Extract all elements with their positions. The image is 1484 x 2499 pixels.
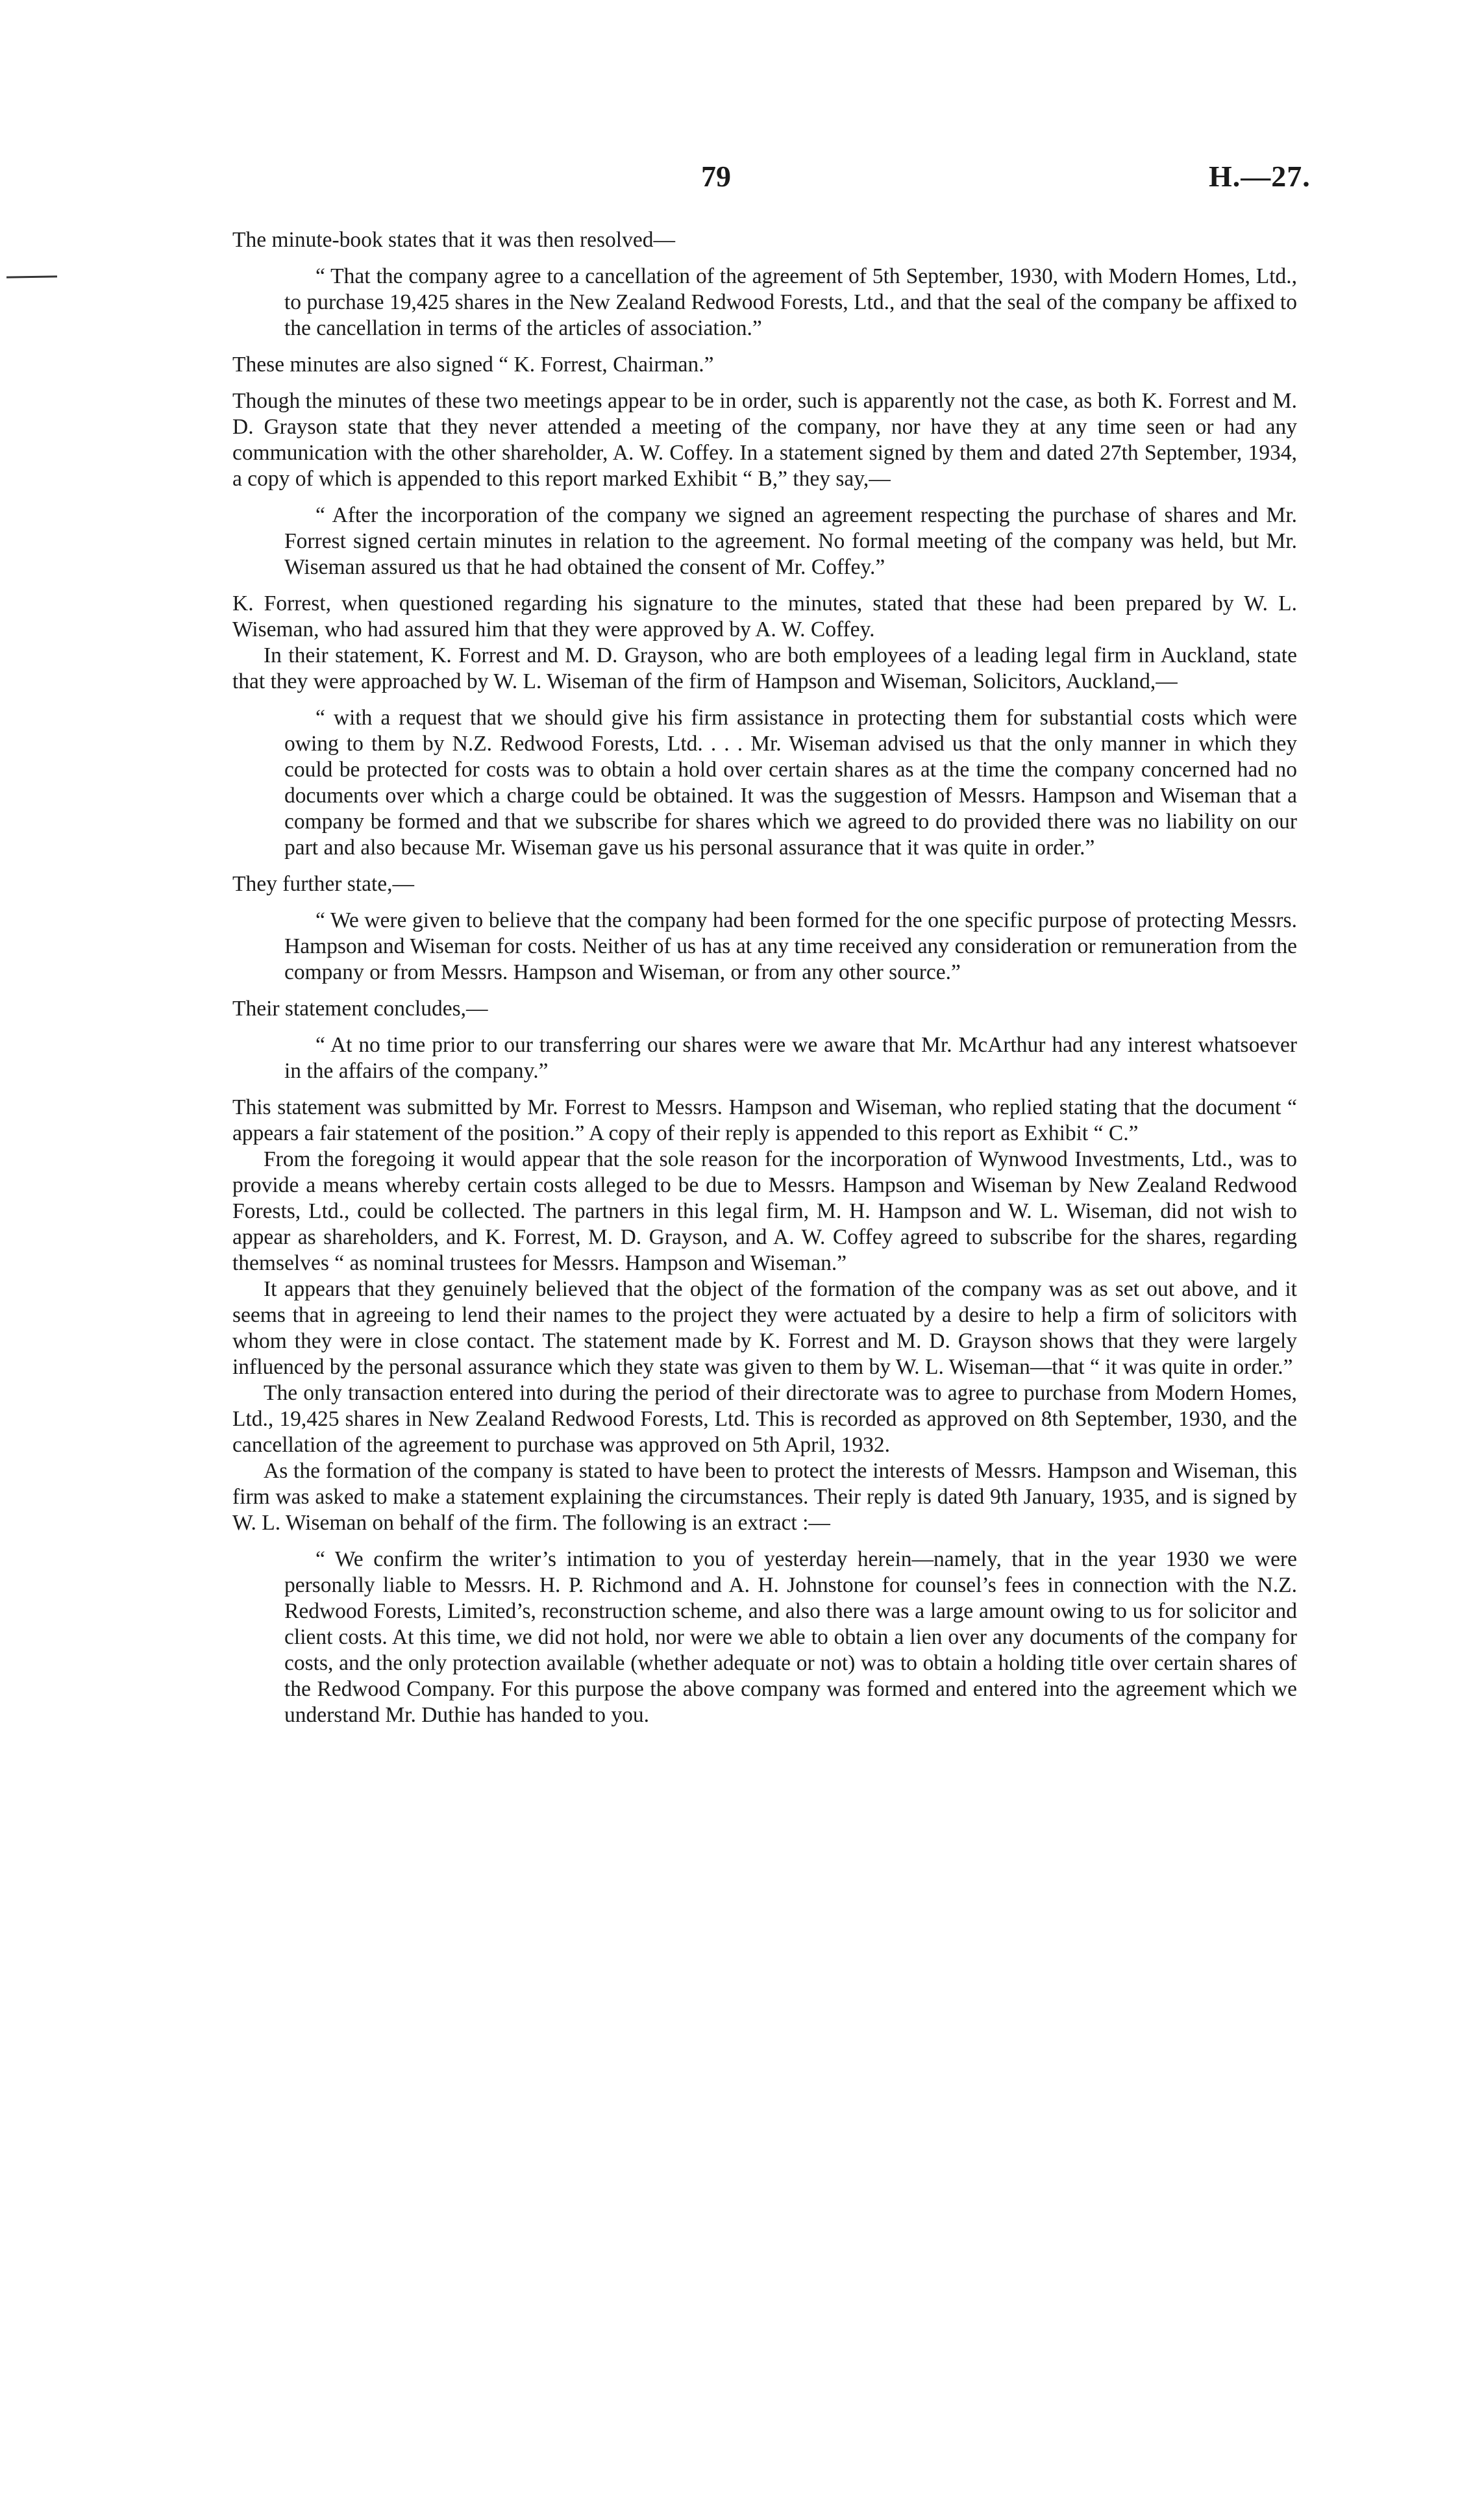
page-header [0, 159, 1484, 205]
report-code: H.—27. [1209, 160, 1311, 193]
quote-paragraph: “ We confirm the writer’s intimation to you of yesterday herein—namely, that in the year 1930 we were personally liable to Messrs. H. P. Richmond and A. H. Johnstone for counsel’s fees in connection with the N.Z. Redwood Forests, Limited’s, reconstruction scheme, and also there was a large amount owing to us for solicitor and client costs. At this time, we did not hold, nor were we able to obtain a lien over any documents of the company for costs, and the only protection available (whether adequate or not) was to obtain a holding title over certain shares of the Redwood Company. For this purpose the above company was formed and entered into the agreement which we understand Mr. Duthie has handed to you. [284, 1547, 1297, 1727]
paragraph: Their statement concludes,— [232, 997, 488, 1021]
paragraph: It appears that they genuinely believed that the object of the formation of the company was as set out above, and it seems that in agreeing to lend their names to the project they were actuated by a desire to help a firm of solicitors with whom they were in close contact. The statement made by K. Forrest and M. D. Grayson shows that they were largely influenced by the personal assurance which they state was given to them by W. L. Wiseman—that “ it was quite in order.” [232, 1277, 1297, 1379]
paragraph: These minutes are also signed “ K. Forrest, Chairman.” [232, 353, 714, 377]
paragraph: In their statement, K. Forrest and M. D. Grayson, who are both employees of a leading legal firm in Auckland, state that they were approached by W. L. Wiseman of the firm of Hampson and Wiseman, Solicitors, Auckland,— [232, 643, 1297, 693]
body-text [232, 227, 1297, 1728]
quote-paragraph: “ with a request that we should give his firm assistance in protecting them for substantial costs which were owing to them by N.Z. Redwood Forests, Ltd. . . . Mr. Wiseman advised us that the only manner in which they could be protected for costs was to obtain a hold over certain shares as at the time the company concerned had no documents over which a charge could be obtained. It was the suggestion of Messrs. Hampson and Wiseman that a company be formed and that we subscribe for shares which we agreed to do provided there was no liability on our part and also because Mr. Wiseman gave us his personal assurance that it was quite in order.” [284, 706, 1297, 860]
paragraph: They further state,— [232, 872, 414, 896]
margin-mark [6, 275, 57, 278]
paragraph: From the foregoing it would appear that the sole reason for the incorporation of Wynwood Investments, Ltd., was to provide a means whereby certain costs alleged to be due to Messrs. Hampson and Wiseman by New Zealand Redwood Forests, Ltd., could be collected. The partners in this legal firm, M. H. Hampson and W. L. Wiseman, did not wish to appear as shareholders, and K. Forrest, M. D. Grayson, and A. W. Coffey agreed to subscribe for the shares, regarding themselves “ as nominal trustees for Messrs. Hampson and Wiseman.” [232, 1147, 1297, 1275]
quote-paragraph: “ After the incorporation of the company we signed an agreement respecting the purchase of shares and Mr. Forrest signed certain minutes in relation to the agreement. No formal meeting of the company was held, but Mr. Wiseman assured us that he had obtained the consent of Mr. Coffey.” [284, 503, 1297, 579]
paragraph: K. Forrest, when questioned regarding his signature to the minutes, stated that these had been prepared by W. L. Wiseman, who had assured him that they were approved by A. W. Coffey. [232, 591, 1297, 641]
paragraph: As the formation of the company is stated to have been to protect the interests of Messrs. Hampson and Wiseman, this firm was asked to make a statement explaining the circumstances. Their reply is dated 9th January, 1935, and is signed by W. L. Wiseman on behalf of the firm. The following is an extract :— [232, 1459, 1297, 1535]
page-number: 79 [701, 160, 731, 193]
paragraph: This statement was submitted by Mr. Forrest to Messrs. Hampson and Wiseman, who replied stating that the document “ appears a fair statement of the position.” A copy of their reply is appended to this report as Exhibit “ C.” [232, 1095, 1297, 1145]
paragraph: The minute-book states that it was then resolved— [232, 228, 675, 252]
quote-paragraph: “ At no time prior to our transferring our shares were we aware that Mr. McArthur had any interest whatsoever in the affairs of the company.” [284, 1033, 1297, 1083]
paragraph: Though the minutes of these two meetings appear to be in order, such is apparently not the case, as both K. Forrest and M. D. Grayson state that they never attended a meeting of the company, nor have they at any time seen or had any communication with the other shareholder, A. W. Coffey. In a statement signed by them and dated 27th September, 1934, a copy of which is appended to this report marked Exhibit “ B,” they say,— [232, 389, 1297, 491]
quote-paragraph: “ We were given to believe that the company had been formed for the one specific purpose of protecting Messrs. Hampson and Wiseman for costs. Neither of us has at any time received any consideration or remuneration from the company or from Messrs. Hampson and Wiseman, or from any other source.” [284, 908, 1297, 984]
paragraph: The only transaction entered into during the period of their directorate was to agree to purchase from Modern Homes, Ltd., 19,425 shares in New Zealand Redwood Forests, Ltd. This is recorded as approved on 8th September, 1930, and the cancellation of the agreement to purchase was approved on 5th April, 1932. [232, 1381, 1297, 1457]
quote-paragraph: “ That the company agree to a cancellation of the agreement of 5th September, 1930, with Modern Homes, Ltd., to purchase 19,425 shares in the New Zealand Redwood Forests, Ltd., and that the seal of the company be affixed to the cancellation in terms of the articles of association.” [284, 264, 1297, 340]
